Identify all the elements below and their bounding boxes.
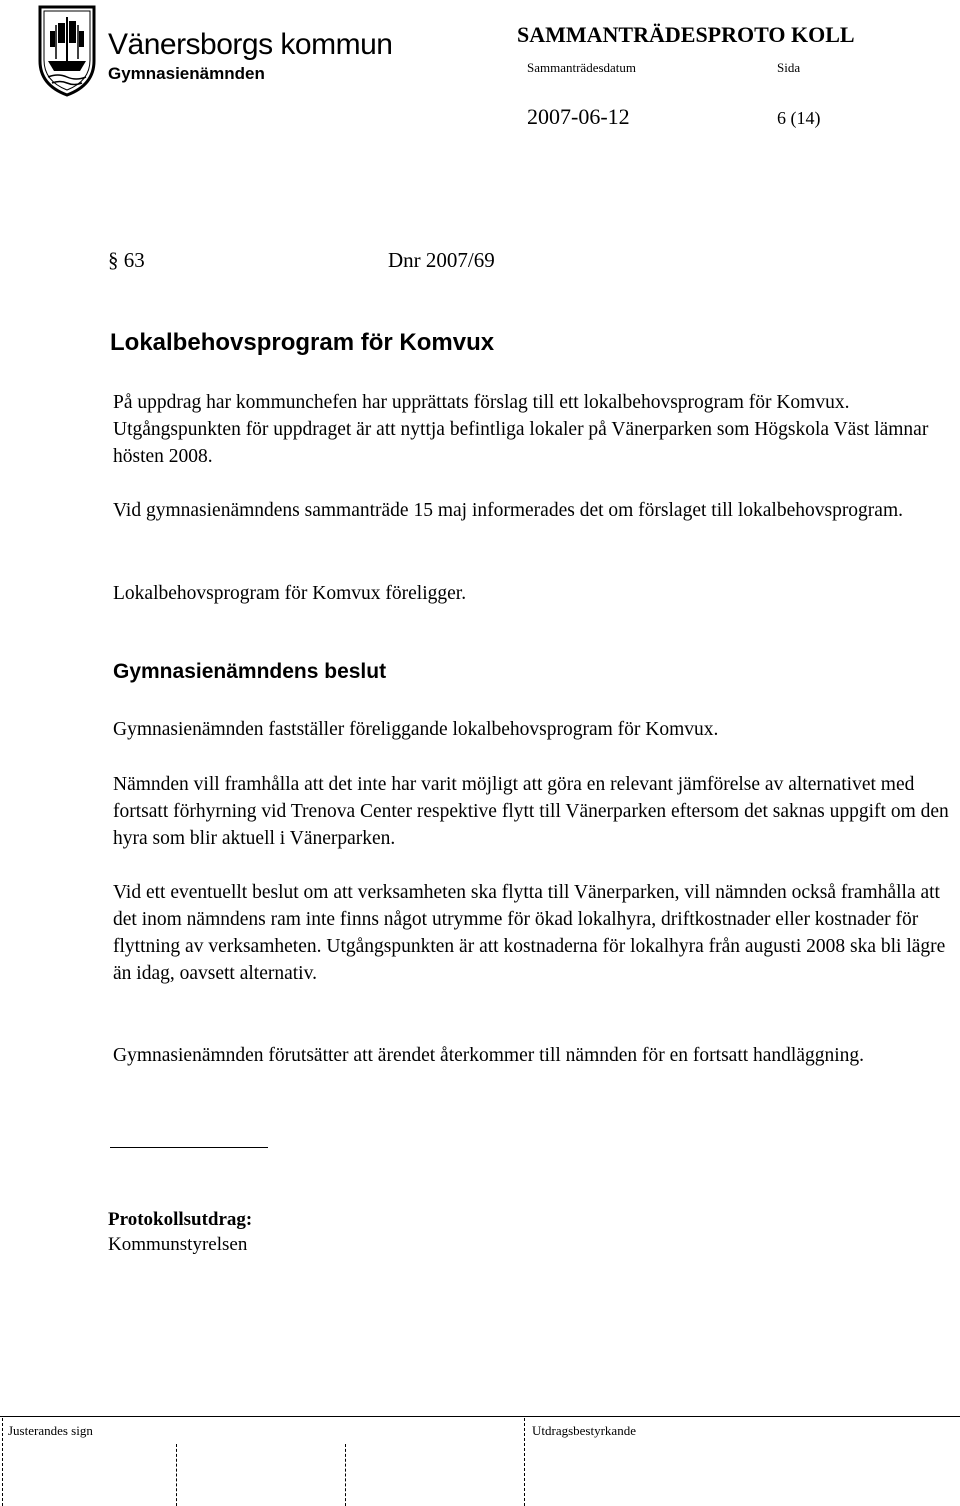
- extract-label: Protokollsutdrag:: [108, 1209, 253, 1230]
- background-paragraph: På uppdrag har kommunchefen har upprättats förslag till ett lokalbehovsprogram för Komvux. Utgångspunkten för uppdraget är att nyttja befintliga lokaler på Vänerparken som Högskola Väst lämnar hösten 2008.: [113, 392, 929, 467]
- page-number: 6 (14): [777, 108, 821, 128]
- document-type: SAMMANTRÄDESPROTO KOLL: [517, 22, 855, 47]
- section-reference: [108, 248, 495, 273]
- divider: [110, 1147, 268, 1148]
- page-label: Sida: [777, 60, 801, 75]
- decision-paragraph: Nämnden vill framhålla att det inte har varit möjligt att göra en relevant jämförelse av alternativet med fortsatt förhyrning vid Trenova Center respektive flytt till Vänerparken eftersom det saknas uppgift om den hyra som blir aktuell i Vänerparken.: [113, 774, 949, 849]
- footer-separator: [176, 1444, 177, 1506]
- footer-divider: [0, 1416, 960, 1417]
- footer-separator: [524, 1418, 525, 1506]
- decision-heading: Gymnasienämndens beslut: [113, 660, 387, 683]
- meeting-date-label: Sammanträdesdatum: [527, 60, 637, 75]
- background-paragraph: Vid gymnasienämndens sammanträde 15 maj informerades det om förslaget till lokalbehovsprogram.: [113, 500, 903, 521]
- certification-label: Utdragsbestyrkande: [532, 1423, 636, 1438]
- meeting-date: 2007-06-12: [527, 104, 630, 129]
- committee-name: Gymnasienämnden: [108, 64, 265, 83]
- decision-paragraph: Gymnasienämnden fastställer föreliggande lokalbehovsprogram för Komvux.: [113, 719, 719, 740]
- decision-paragraph: Vid ett eventuellt beslut om att verksamheten ska flytta till Vänerparken, vill nämnden också framhålla att det inom nämndens ram inte finns något utrymme för ökad lokalhyra, driftkostnader eller kostnader för flyttning av verksamheten. Utgångspunkten är att kostnaderna för lokalhyra från augusti 2008 ska bli lägre än idag, oavsett alternativ.: [113, 882, 946, 984]
- municipal-crest-icon: [38, 3, 96, 97]
- section-title: Lokalbehovsprogram för Komvux: [110, 329, 495, 356]
- paragraph-number: § 63: [108, 248, 145, 272]
- extract-recipient: Kommunstyrelsen: [108, 1234, 248, 1255]
- logo-wordmark: Vänersborgs kommun: [108, 28, 393, 61]
- signature-label: Justerandes sign: [8, 1423, 93, 1438]
- decision-paragraph: Gymnasienämnden förutsätter att ärendet återkommer till nämnden för en fortsatt handläggning.: [113, 1045, 865, 1066]
- footer-separator: [345, 1444, 346, 1506]
- footer-separator: [2, 1418, 3, 1506]
- background-paragraph: Lokalbehovsprogram för Komvux föreligger.: [113, 583, 467, 604]
- diary-number: Dnr 2007/69: [388, 248, 495, 272]
